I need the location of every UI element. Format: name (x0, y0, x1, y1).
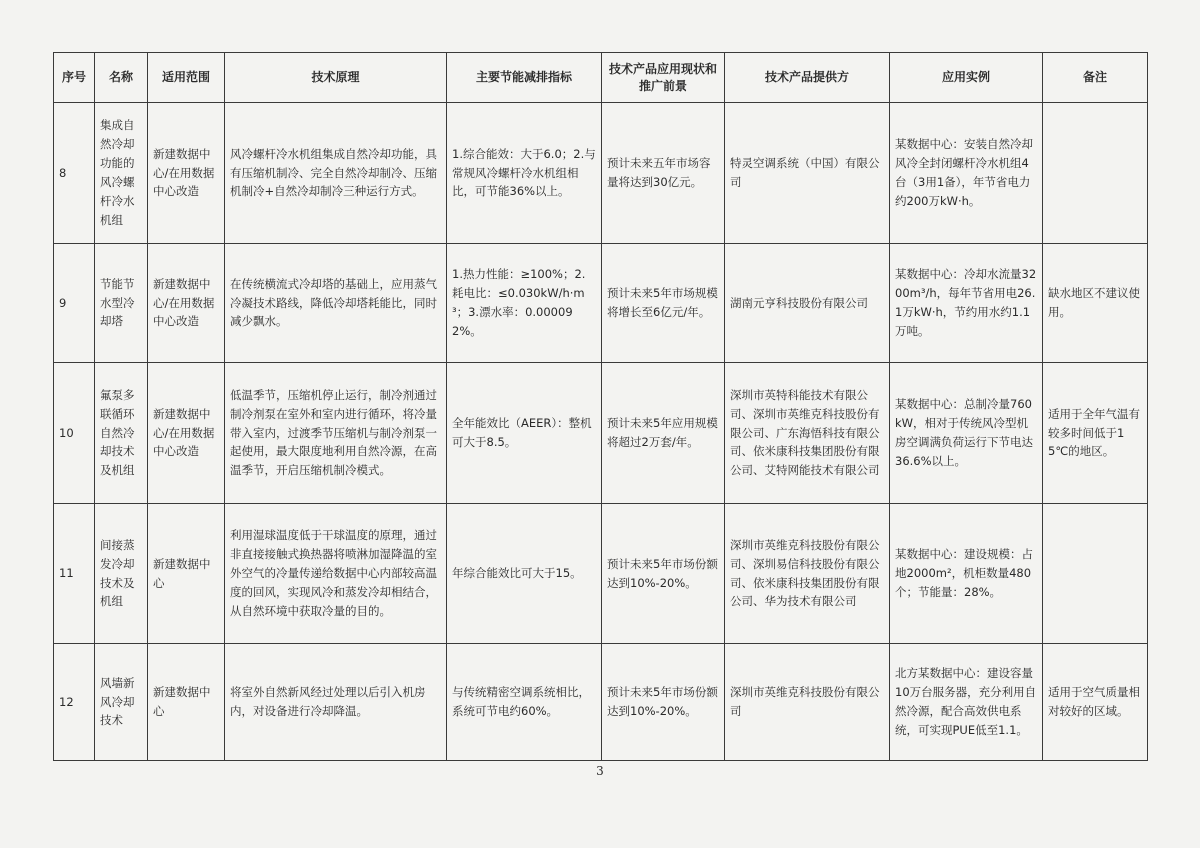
table-row (54, 244, 1148, 363)
cell-name: 风墙新风冷却技术 (95, 644, 148, 761)
cell-seq: 8 (54, 103, 95, 244)
cell-principle: 在传统横流式冷却塔的基础上，应用蒸气冷凝技术路线，降低冷却塔耗能比，同时减少飘水。 (225, 244, 447, 363)
table-row (54, 504, 1148, 644)
header-name: 名称 (95, 53, 148, 103)
table-row (54, 363, 1148, 504)
cell-remark: 适用于全年气温有较多时间低于15℃的地区。 (1043, 363, 1148, 504)
cell-case: 某数据中心：冷却水流量3200m³/h，每年节省用电26.1万kW·h，节约用水约1.1万吨。 (890, 244, 1043, 363)
cell-scope: 新建数据中心 (148, 504, 225, 644)
cell-scope: 新建数据中心/在用数据中心改造 (148, 363, 225, 504)
header-seq: 序号 (54, 53, 95, 103)
cell-provider: 特灵空调系统（中国）有限公司 (725, 103, 890, 244)
cell-remark: 缺水地区不建议使用。 (1043, 244, 1148, 363)
cell-status: 预计未来5年应用规模将超过2万套/年。 (602, 363, 725, 504)
cell-case: 某数据中心：总制冷量760kW，相对于传统风冷型机房空调满负荷运行下节电达36.6%以上。 (890, 363, 1043, 504)
cell-seq: 12 (54, 644, 95, 761)
cell-seq: 11 (54, 504, 95, 644)
header-provider: 技术产品提供方 (725, 53, 890, 103)
cell-principle: 利用湿球温度低于干球温度的原理，通过非直接接触式换热器将喷淋加湿降温的室外空气的冷量传递给数据中心内部较高温度的回风，实现风冷和蒸发冷却相结合，从自然环境中获取冷量的目的。 (225, 504, 447, 644)
cell-indicators: 1.综合能效：大于6.0；2.与常规风冷螺杆冷水机组相比，可节能36%以上。 (447, 103, 602, 244)
cell-indicators: 年综合能效比可大于15。 (447, 504, 602, 644)
header-case: 应用实例 (890, 53, 1043, 103)
cell-principle: 低温季节，压缩机停止运行，制冷剂通过制冷剂泵在室外和室内进行循环，将冷量带入室内，过渡季节压缩机与制冷剂泵一起使用，最大限度地利用自然冷源，在高温季节，开启压缩机制冷模式。 (225, 363, 447, 504)
cell-name: 节能节水型冷却塔 (95, 244, 148, 363)
table-row (54, 644, 1148, 761)
technology-table (53, 52, 1148, 761)
cell-provider: 深圳市英维克科技股份有限公司 (725, 644, 890, 761)
cell-remark (1043, 103, 1148, 244)
cell-status: 预计未来五年市场容量将达到30亿元。 (602, 103, 725, 244)
cell-provider: 深圳市英特科能技术有限公司、深圳市英维克科技股份有限公司、广东海悟科技有限公司、依米康科技集团股份有限公司、艾特网能技术有限公司 (725, 363, 890, 504)
cell-provider: 深圳市英维克科技股份有限公司、深圳易信科技股份有限公司、依米康科技集团股份有限公司、华为技术有限公司 (725, 504, 890, 644)
table-header-row (54, 53, 1148, 103)
header-principle: 技术原理 (225, 53, 447, 103)
cell-principle: 将室外自然新风经过处理以后引入机房内，对设备进行冷却降温。 (225, 644, 447, 761)
cell-scope: 新建数据中心/在用数据中心改造 (148, 244, 225, 363)
cell-indicators: 全年能效比（AEER）：整机可大于8.5。 (447, 363, 602, 504)
header-remark: 备注 (1043, 53, 1148, 103)
cell-scope: 新建数据中心/在用数据中心改造 (148, 103, 225, 244)
cell-scope: 新建数据中心 (148, 644, 225, 761)
cell-indicators: 与传统精密空调系统相比，系统可节电约60%。 (447, 644, 602, 761)
cell-status: 预计未来5年市场规模将增长至6亿元/年。 (602, 244, 725, 363)
cell-indicators: 1.热力性能：≥100%；2.耗电比：≤0.030kW/h·m³；3.漂水率：0.000092%。 (447, 244, 602, 363)
cell-name: 间接蒸发冷却技术及机组 (95, 504, 148, 644)
header-indicators: 主要节能减排指标 (447, 53, 602, 103)
cell-seq: 10 (54, 363, 95, 504)
header-status: 技术产品应用现状和推广前景 (602, 53, 725, 103)
cell-status: 预计未来5年市场份额达到10%-20%。 (602, 504, 725, 644)
cell-case: 某数据中心：安装自然冷却风冷全封闭螺杆冷水机组4台（3用1备），年节省电力约200万kW·h。 (890, 103, 1043, 244)
cell-case: 北方某数据中心：建设容量10万台服务器，充分利用自然冷源，配合高效供电系统，可实现PUE低至1.1。 (890, 644, 1043, 761)
page-number: 3 (596, 764, 604, 778)
cell-principle: 风冷螺杆冷水机组集成自然冷却功能，具有压缩机制冷、完全自然冷却制冷、压缩机制冷+自然冷却制冷三种运行方式。 (225, 103, 447, 244)
cell-name: 集成自然冷却功能的风冷螺杆冷水机组 (95, 103, 148, 244)
cell-remark: 适用于空气质量相对较好的区域。 (1043, 644, 1148, 761)
table-row (54, 103, 1148, 244)
cell-provider: 湖南元亨科技股份有限公司 (725, 244, 890, 363)
cell-seq: 9 (54, 244, 95, 363)
cell-case: 某数据中心：建设规模：占地2000m²，机柜数量480个；节能量：28%。 (890, 504, 1043, 644)
cell-name: 氟泵多联循环自然冷却技术及机组 (95, 363, 148, 504)
header-scope: 适用范围 (148, 53, 225, 103)
cell-remark (1043, 504, 1148, 644)
cell-status: 预计未来5年市场份额达到10%-20%。 (602, 644, 725, 761)
